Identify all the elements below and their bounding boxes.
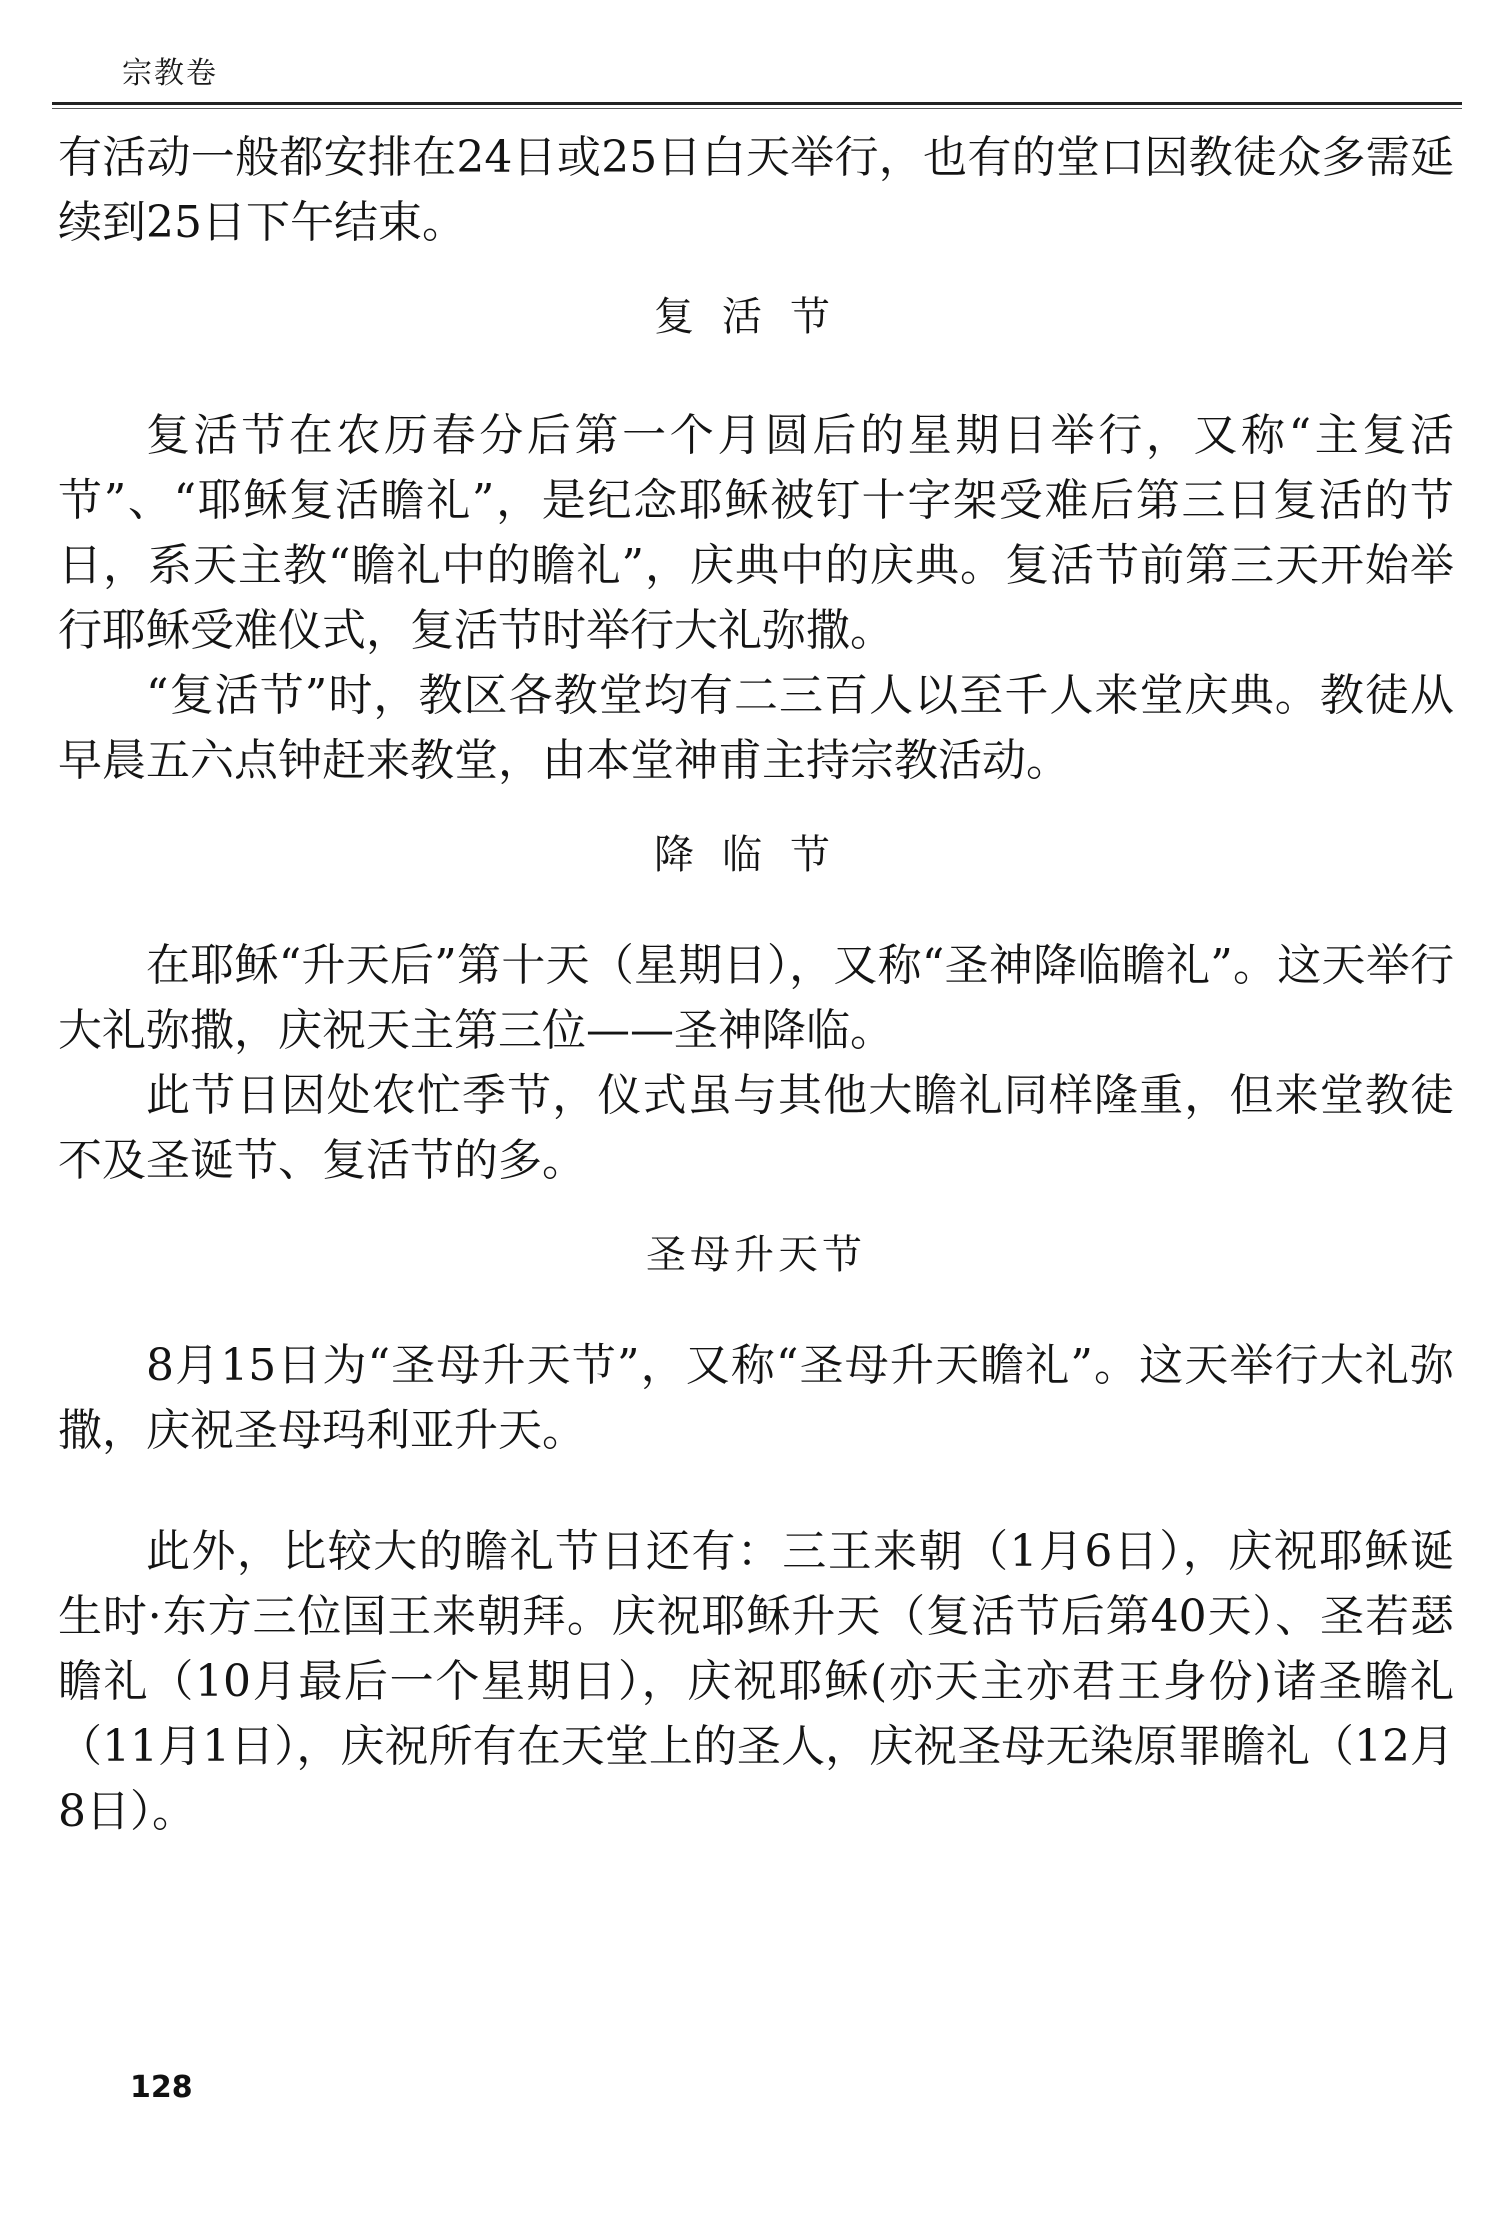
body-text [58,125,1454,1844]
page-number: 128 [130,2070,193,2105]
paragraph-easter-2: “复活节”时，教区各教堂均有二三百人以至千人来堂庆典。教徒从早晨五六点钟赶来教堂，由本堂神甫主持宗教活动。 [58,670,1454,786]
paragraph-pentecost-1: 在耶稣“升天后”第十天（星期日），又称“圣神降临瞻礼”。这天举行大礼弥撒，庆祝天主第三位——圣神降临。 [58,940,1454,1056]
paragraph-assumption: 8月15日为“圣母升天节”，又称“圣母升天瞻礼”。这天举行大礼弥撒，庆祝圣母玛利亚升天。 [58,1340,1454,1456]
header-rule-thin [52,108,1462,109]
section-title-assumption: 圣母升天节 [646,1232,866,1278]
paragraph-other-feasts: 此外，比较大的瞻礼节日还有：三王来朝（1月6日），庆祝耶稣诞生时·东方三位国王来朝拜。庆祝耶稣升天（复活节后第40天）、圣若瑟瞻礼（10月最后一个星期日），庆祝耶稣(亦天主亦君王身份)诸圣瞻礼（11月1日），庆祝所有在天堂上的圣人，庆祝圣母无染原罪瞻礼（12月8日）。 [58,1526,1454,1837]
paragraph-easter-1: 复活节在农历春分后第一个月圆后的星期日举行，又称“主复活节”、“耶稣复活瞻礼”，是纪念耶稣被钉十字架受难后第三日复活的节日，系天主教“瞻礼中的瞻礼”，庆典中的庆典。复活节前第三天开始举行耶稣受难仪式，复活节时举行大礼弥撒。 [58,410,1454,656]
paragraph-pentecost-2: 此节日因处农忙季节，仪式虽与其他大瞻礼同样隆重，但来堂教徒不及圣诞节、复活节的多。 [58,1070,1454,1186]
paragraph-continued: 有活动一般都安排在24日或25日白天举行，也有的堂口因教徒众多需延续到25日下午结束。 [58,132,1454,248]
running-head: 宗教卷 [122,56,218,91]
section-title-pentecost: 降临节 [654,832,858,878]
header-rule [52,102,1462,105]
section-title-easter: 复活节 [654,294,858,340]
